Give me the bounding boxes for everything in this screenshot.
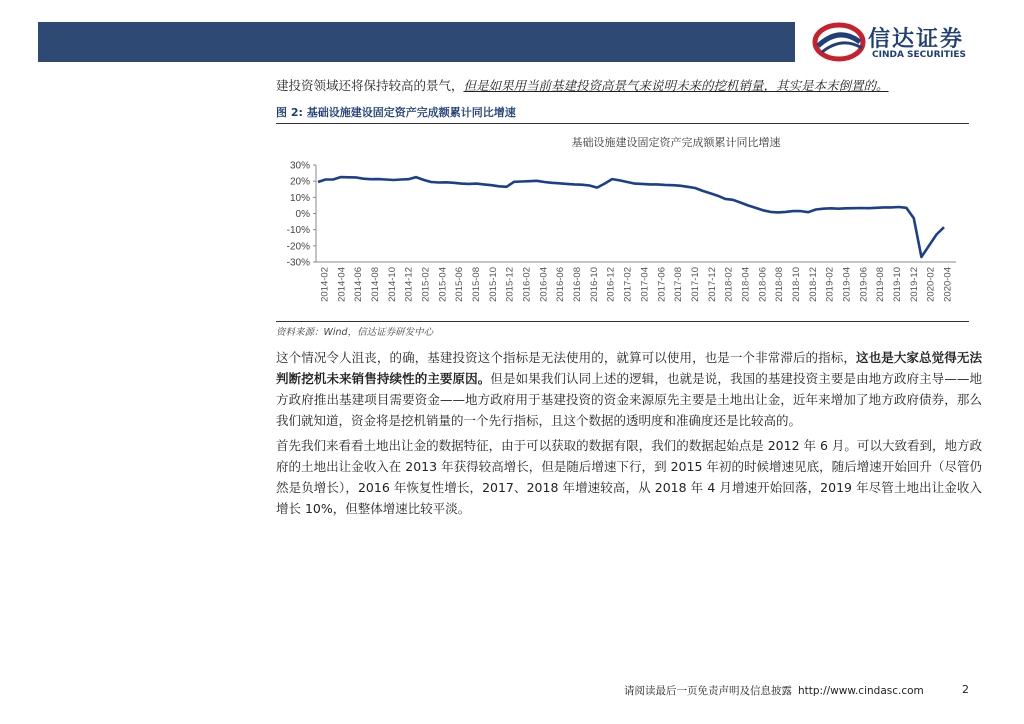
paragraph-1-bold: 这也是大家总觉得无法判断挖机未来销售持续性的主要原因。 [276,350,982,386]
x-tick-label: 2018-02 [723,267,735,302]
x-tick-label: 2015-08 [471,267,482,302]
x-tick-label: 2018-08 [774,267,786,302]
brand-name-cn: 信达证券 [868,27,965,52]
x-tick-label: 2015-12 [504,267,516,302]
x-tick-label: 2017-08 [673,267,685,302]
x-tick-label: 2019-10 [892,267,904,302]
x-tick-label: 2017-02 [622,267,634,302]
y-tick-label: 20% [289,176,310,188]
x-tick-label: 2015-02 [420,267,432,302]
chart-title: 基础设施建设固定资产完成额累计同比增速 [571,137,781,149]
header-bar [38,22,795,62]
x-tick-label: 2018-06 [757,267,769,302]
figure-title: 图 2: 基础设施建设固定资产完成额累计同比增速 [276,104,969,124]
x-tick-label: 2019-08 [875,267,887,302]
x-tick-label: 2015-04 [437,267,449,302]
x-tick-label: 2016-08 [572,267,584,302]
x-tick-label: 2018-12 [807,267,819,302]
y-tick-label: -20% [286,241,310,253]
y-tick-label: 0% [295,209,310,220]
y-tick-label: 30% [289,160,310,172]
x-tick-label: 2017-04 [639,267,651,302]
x-tick-label: 2014-04 [336,267,348,302]
y-tick-label: 10% [289,192,310,204]
x-tick-label: 2017-10 [689,267,701,302]
intro-line [276,76,982,96]
brand-logo [812,20,992,64]
x-tick-label: 2019-02 [824,267,836,302]
paragraph-2: 首先我们来看看土地出让金的数据特征，由于可以获取的数据有限，我们的数据起始点是 2012 年 6 月。可以大致看到，地方政府的土地出让金收入在 2013 年获得较高增长，但是随后增速下行，到 2015 年初的时候增速见底，随后增速开始回升（尽管仍然是负增长），2016 年恢复性增长，2017、2018 年增速较高，从 2018 年 4 月增速开始回落，2019 年尽管土地出让金收入增长 10%，但整体增速比较平淡。 [276,438,982,516]
series-line [318,177,944,257]
x-tick-label: 2015-06 [454,267,466,302]
x-tick-label: 2017-06 [656,267,668,302]
footer-disclaimer: 请阅读最后一页免责声明及信息披露 [624,685,792,697]
x-tick-label: 2016-06 [555,267,567,302]
x-tick-label: 2019-04 [841,267,853,302]
x-tick-label: 2018-10 [791,267,802,302]
x-tick-label: 2016-12 [605,267,617,302]
x-tick-label: 2017-12 [706,267,718,302]
intro-italic: 但是如果用当前基建投资高景气来说明未来的挖机销量，其实是本末倒置的。 [463,78,889,93]
x-tick-label: 2016-02 [521,267,533,302]
footer-url[interactable]: http://www.cindasc.com [798,685,924,697]
x-tick-label: 2019-12 [908,267,920,302]
paragraph-1-part2: 但是如果我们认同上述的逻辑，也就是说，我国的基建投资主要是由地方政府主导——地方政府推出基建项目需要资金——地方政府用于基建投资的资金来源原先主要是土地出让金，近年来增加了地方政府债券，那么我们就知道，资金将是挖机销量的一个先行指标，且这个数据的透明度和准确度还是比较高的。 [276,371,982,428]
x-tick-label: 2014-10 [386,267,398,302]
x-tick-label: 2016-04 [538,267,550,302]
y-tick-label: -10% [286,225,310,237]
x-tick-label: 2014-06 [353,267,365,302]
x-tick-label: 2020-04 [942,267,954,302]
paragraph-1 [276,347,982,431]
y-tick-label: -30% [286,257,310,269]
x-tick-label: 2014-02 [319,267,331,302]
x-tick-label: 2014-12 [403,267,415,302]
brand-name-en: CINDA SECURITIES [872,50,966,60]
x-tick-label: 2020-02 [925,267,937,302]
x-tick-label: 2014-08 [369,267,381,302]
paragraph-1-part1: 这个情况令人沮丧，的确，基建投资这个指标是无法使用的，就算可以使用，也是一个非常滞后的指标， [276,350,856,365]
cinda-logo-icon [812,20,866,64]
x-tick-label: 2015-10 [487,267,499,302]
x-tick-label: 2016-10 [588,267,600,302]
x-tick-label: 2018-04 [740,267,752,302]
x-tick-label: 2019-06 [858,267,870,302]
line-chart [276,126,976,320]
figure-source: 资料来源：Wind，信达证券研发中心 [276,321,969,338]
page-number: 2 [962,683,969,696]
intro-normal: 建投资领域还将保持较高的景气， [276,78,464,93]
footer [624,683,924,698]
